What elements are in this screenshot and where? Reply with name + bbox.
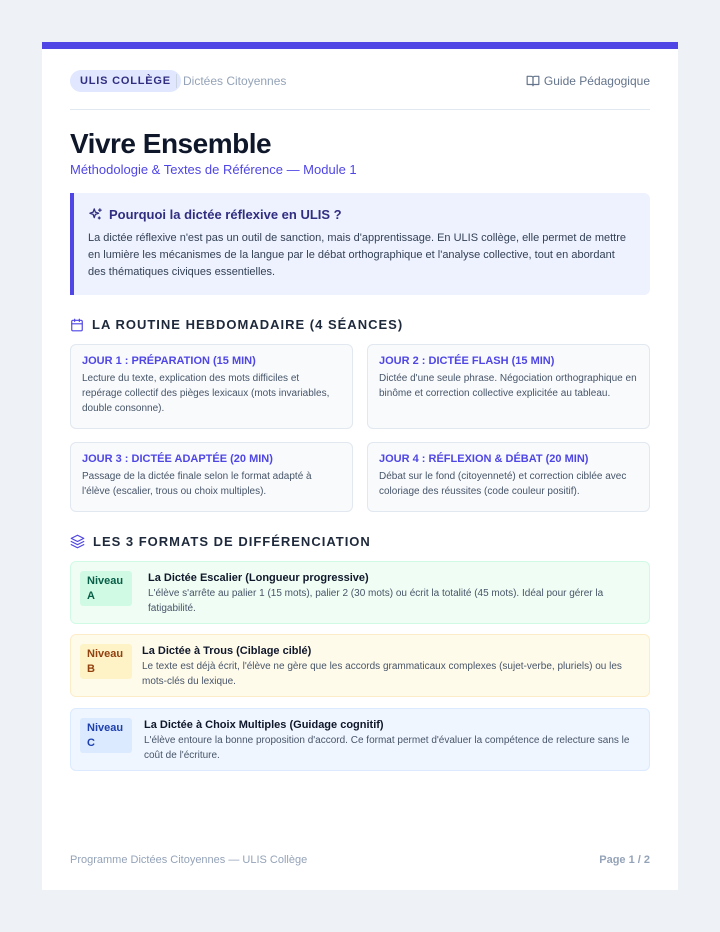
routine-heading-label: LA ROUTINE HEBDOMADAIRE (4 SÉANCES) xyxy=(92,317,404,332)
day-card-text: Dictée d'une seule phrase. Négociation orthographique en binôme et correction collective explicitée au tableau. xyxy=(379,373,637,399)
callout-heading xyxy=(88,207,342,222)
day-card xyxy=(70,442,353,512)
sparkles-icon xyxy=(88,207,103,222)
guide-label: Guide Pédagogique xyxy=(543,74,650,88)
level-title: La Dictée à Choix Multiples (Guidage cognitif) xyxy=(144,719,384,731)
day-card xyxy=(367,344,650,429)
formats-heading xyxy=(70,534,371,549)
day-card-title: JOUR 4 : RÉFLEXION & DÉBAT (20 MIN) xyxy=(379,453,589,465)
page-subtitle: Méthodologie & Textes de Référence — Module 1 xyxy=(70,162,357,177)
guide-link[interactable] xyxy=(526,74,650,88)
day-card-text: Lecture du texte, explication des mots difficiles et repérage collectif des pièges lexicaux (mots invariables, double consonne). xyxy=(82,373,330,414)
page-header xyxy=(70,70,650,110)
layers-icon xyxy=(70,534,85,549)
level-card-c xyxy=(70,708,650,771)
level-title: La Dictée Escalier (Longueur progressive) xyxy=(148,572,369,584)
day-card xyxy=(367,442,650,512)
day-card-title: JOUR 2 : DICTÉE FLASH (15 MIN) xyxy=(379,355,555,367)
level-card-b xyxy=(70,634,650,697)
school-badge: ULIS COLLÈGE xyxy=(70,70,181,92)
header-divider xyxy=(176,74,177,88)
level-tag: Niveau C xyxy=(80,718,132,753)
level-tag: Niveau A xyxy=(80,571,132,606)
day-card-text: Débat sur le fond (citoyenneté) et correction ciblée avec coloriage des réussites (code couleur positif). xyxy=(379,471,627,497)
page-title: Vivre Ensemble xyxy=(70,128,272,159)
formats-heading-label: LES 3 FORMATS DE DIFFÉRENCIATION xyxy=(93,534,371,549)
info-callout xyxy=(70,193,650,295)
day-card xyxy=(70,344,353,429)
header-subtitle: Dictées Citoyennes xyxy=(183,74,287,88)
book-icon xyxy=(526,74,540,88)
page-number: Page 1 / 2 xyxy=(599,854,650,866)
level-text: L'élève s'arrête au palier 1 (15 mots), palier 2 (30 mots) ou écrit la totalité (45 mots). Idéal pour gérer la fatigabilité. xyxy=(148,588,604,614)
level-text: L'élève entoure la bonne proposition d'accord. Ce format permet d'évaluer la compétence de relecture sans le coût de l'écriture. xyxy=(144,735,630,761)
routine-heading xyxy=(70,317,403,332)
document-page xyxy=(42,42,678,890)
day-card-text: Passage de la dictée finale selon le format adapté à l'élève (escalier, trous ou choix multiples). xyxy=(82,471,312,497)
level-card-a xyxy=(70,561,650,624)
callout-body: La dictée réflexive n'est pas un outil de sanction, mais d'apprentissage. En ULIS collège, elle permet de mettre en lumière les mécanismes de la langue par le débat orthographique et l'analyse collective, tout en abordant des thématiques civiques essentielles. xyxy=(88,232,627,278)
level-text: Le texte est déjà écrit, l'élève ne gère que les accords grammaticaux complexes (sujet-verbe, pluriels) ou les mots-clés du lexique. xyxy=(142,661,622,687)
day-card-title: JOUR 3 : DICTÉE ADAPTÉE (20 MIN) xyxy=(82,453,273,465)
day-card-title: JOUR 1 : PRÉPARATION (15 MIN) xyxy=(82,355,256,367)
calendar-icon xyxy=(70,318,84,332)
callout-title: Pourquoi la dictée réflexive en ULIS ? xyxy=(109,207,342,222)
level-tag: Niveau B xyxy=(80,644,132,679)
level-title: La Dictée à Trous (Ciblage ciblé) xyxy=(142,645,312,657)
footer-program: Programme Dictées Citoyennes — ULIS Collège xyxy=(70,854,308,866)
